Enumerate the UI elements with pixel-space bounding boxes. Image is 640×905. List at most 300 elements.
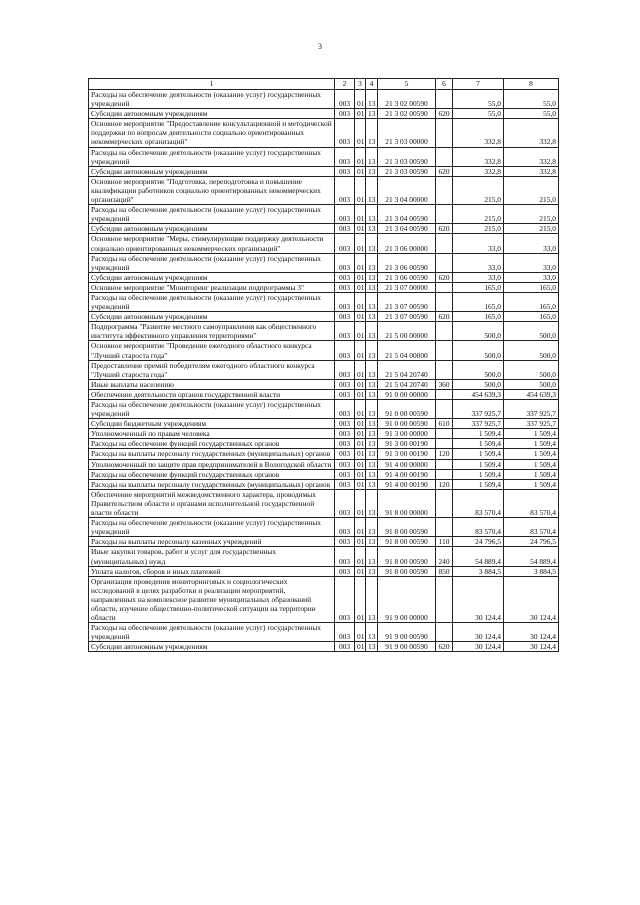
row-name-cell: Расходы на выплаты персоналу казенных учреждений	[89, 537, 335, 547]
table-row	[89, 292, 559, 311]
row-name-cell: Иные закупки товаров, работ и услуг для государственных (муниципальных) нужд	[89, 547, 335, 566]
amount-cell: 1 509,4	[453, 449, 504, 459]
row-name-cell: Расходы на обеспечение деятельности (оказание услуг) государственных учреждений	[89, 90, 335, 109]
table-row	[89, 459, 559, 469]
subsection-code-cell: 13	[366, 459, 378, 469]
subsection-code-cell: 13	[366, 272, 378, 282]
amount-cell: 30 124,4	[453, 623, 504, 642]
amount-cell: 165,0	[504, 282, 559, 292]
ministry-code-cell: 003	[335, 389, 355, 399]
expense-type-cell	[436, 400, 453, 419]
row-name-cell: Расходы на обеспечение деятельности (оказание услуг) государственных учреждений	[89, 253, 335, 272]
section-code-cell: 01	[355, 623, 366, 642]
row-name-cell: Основное мероприятие "Мониторинг реализации подпрограммы 3"	[89, 282, 335, 292]
ministry-code-cell: 003	[335, 147, 355, 166]
expense-type-cell	[436, 119, 453, 147]
row-name-cell: Расходы на обеспечение функций государственных органов	[89, 439, 335, 449]
amount-cell: 165,0	[453, 292, 504, 311]
expense-type-cell	[436, 90, 453, 109]
subsection-code-cell: 13	[366, 623, 378, 642]
amount-cell: 30 124,4	[453, 576, 504, 622]
section-code-cell: 01	[355, 272, 366, 282]
table-row	[89, 234, 559, 253]
expense-type-cell	[436, 389, 453, 399]
section-code-cell: 01	[355, 547, 366, 566]
subsection-code-cell: 13	[366, 479, 378, 489]
table-row	[89, 547, 559, 566]
expense-type-cell	[436, 341, 453, 360]
section-code-cell: 01	[355, 576, 366, 622]
expense-type-cell	[436, 253, 453, 272]
ministry-code-cell: 003	[335, 341, 355, 360]
expense-type-cell: 620	[436, 272, 453, 282]
target-article-cell: 21 3 04 00000	[378, 176, 436, 204]
amount-cell: 3 884,5	[504, 566, 559, 576]
ministry-code-cell: 003	[335, 489, 355, 517]
subsection-code-cell: 13	[366, 147, 378, 166]
expense-type-cell	[436, 489, 453, 517]
section-code-cell: 01	[355, 360, 366, 379]
header-cell: 7	[453, 79, 504, 90]
section-code-cell: 01	[355, 119, 366, 147]
section-code-cell: 01	[355, 176, 366, 204]
expense-type-cell	[436, 147, 453, 166]
expense-type-cell	[436, 292, 453, 311]
expense-type-cell: 610	[436, 419, 453, 429]
target-article-cell: 91 8 00 00590	[378, 518, 436, 537]
amount-cell: 33,0	[504, 272, 559, 282]
ministry-code-cell: 003	[335, 469, 355, 479]
section-code-cell: 01	[355, 449, 366, 459]
row-name-cell: Расходы на обеспечение деятельности (оказание услуг) государственных учреждений	[89, 400, 335, 419]
target-article-cell: 21 3 04 00590	[378, 205, 436, 224]
header-cell: 8	[504, 79, 559, 90]
amount-cell: 500,0	[453, 322, 504, 341]
section-code-cell: 01	[355, 439, 366, 449]
amount-cell: 215,0	[453, 205, 504, 224]
row-name-cell: Расходы на обеспечение деятельности (оказание услуг) государственных учреждений	[89, 623, 335, 642]
ministry-code-cell: 003	[335, 272, 355, 282]
ministry-code-cell: 003	[335, 90, 355, 109]
row-name-cell: Уплата налогов, сборов и иных платежей	[89, 566, 335, 576]
amount-cell: 454 639,3	[453, 389, 504, 399]
row-name-cell: Субсидии автономным учреждениям	[89, 166, 335, 176]
subsection-code-cell: 13	[366, 449, 378, 459]
amount-cell: 500,0	[504, 341, 559, 360]
row-name-cell: Расходы на обеспечение деятельности (оказание услуг) государственных учреждений	[89, 292, 335, 311]
table-row	[89, 518, 559, 537]
target-article-cell: 91 9 00 00000	[378, 576, 436, 622]
header-cell: 4	[366, 79, 378, 90]
section-code-cell: 01	[355, 518, 366, 537]
section-code-cell: 01	[355, 400, 366, 419]
expense-type-cell	[436, 322, 453, 341]
row-name-cell: Основное мероприятие "Меры, стимулирующие поддержку деятельности социально ориентированных некоммерческих организаций"	[89, 234, 335, 253]
ministry-code-cell: 003	[335, 379, 355, 389]
ministry-code-cell: 003	[335, 312, 355, 322]
subsection-code-cell: 13	[366, 439, 378, 449]
row-name-cell: Подпрограмма "Развитие местного самоуправления как общественного института эффективного управления территориями"	[89, 322, 335, 341]
subsection-code-cell: 13	[366, 234, 378, 253]
subsection-code-cell: 13	[366, 419, 378, 429]
expense-type-cell	[436, 469, 453, 479]
amount-cell: 33,0	[504, 253, 559, 272]
amount-cell: 500,0	[453, 360, 504, 379]
target-article-cell: 91 4 00 00000	[378, 459, 436, 469]
target-article-cell: 91 8 00 00590	[378, 566, 436, 576]
expense-type-cell	[436, 623, 453, 642]
row-name-cell: Иные выплаты населению	[89, 379, 335, 389]
target-article-cell: 91 8 00 00590	[378, 537, 436, 547]
target-article-cell: 21 3 07 00590	[378, 292, 436, 311]
subsection-code-cell: 13	[366, 547, 378, 566]
target-article-cell: 21 3 03 00590	[378, 166, 436, 176]
target-article-cell: 21 3 06 00590	[378, 272, 436, 282]
budget-table	[88, 78, 559, 652]
target-article-cell: 21 3 06 00000	[378, 234, 436, 253]
row-name-cell: Субсидии автономным учреждениям	[89, 109, 335, 119]
amount-cell: 1 509,4	[504, 479, 559, 489]
table-row	[89, 360, 559, 379]
subsection-code-cell: 13	[366, 341, 378, 360]
amount-cell: 500,0	[453, 341, 504, 360]
expense-type-cell: 360	[436, 379, 453, 389]
table-row	[89, 282, 559, 292]
amount-cell: 83 570,4	[453, 518, 504, 537]
expense-type-cell: 110	[436, 537, 453, 547]
target-article-cell: 21 5 04 20740	[378, 360, 436, 379]
ministry-code-cell: 003	[335, 322, 355, 341]
target-article-cell: 21 3 03 00590	[378, 147, 436, 166]
amount-cell: 24 796,5	[504, 537, 559, 547]
amount-cell: 332,8	[504, 166, 559, 176]
subsection-code-cell: 13	[366, 566, 378, 576]
row-name-cell: Расходы на обеспечение деятельности (оказание услуг) государственных учреждений	[89, 518, 335, 537]
subsection-code-cell: 13	[366, 389, 378, 399]
amount-cell: 215,0	[453, 224, 504, 234]
table-row	[89, 469, 559, 479]
table-row	[89, 623, 559, 642]
section-code-cell: 01	[355, 147, 366, 166]
section-code-cell: 01	[355, 429, 366, 439]
ministry-code-cell: 003	[335, 176, 355, 204]
ministry-code-cell: 003	[335, 429, 355, 439]
expense-type-cell	[436, 205, 453, 224]
expense-type-cell: 620	[436, 109, 453, 119]
row-name-cell: Основное мероприятие "Проведение ежегодного областного конкурса "Лучший староста года"	[89, 341, 335, 360]
table-row	[89, 479, 559, 489]
table-row	[89, 566, 559, 576]
header-cell: 3	[355, 79, 366, 90]
target-article-cell: 91 9 00 00590	[378, 642, 436, 652]
table-row	[89, 341, 559, 360]
target-article-cell: 91 4 00 00190	[378, 479, 436, 489]
table-row	[89, 119, 559, 147]
ministry-code-cell: 003	[335, 360, 355, 379]
amount-cell: 55,0	[453, 90, 504, 109]
amount-cell: 332,8	[504, 119, 559, 147]
amount-cell: 1 509,4	[504, 429, 559, 439]
target-article-cell: 91 4 00 00190	[378, 469, 436, 479]
amount-cell: 337 925,7	[504, 400, 559, 419]
amount-cell: 332,8	[453, 166, 504, 176]
ministry-code-cell: 003	[335, 642, 355, 652]
subsection-code-cell: 13	[366, 253, 378, 272]
row-name-cell: Субсидии автономным учреждениям	[89, 224, 335, 234]
table-row	[89, 90, 559, 109]
expense-type-cell	[436, 234, 453, 253]
amount-cell: 83 570,4	[504, 489, 559, 517]
amount-cell: 83 570,4	[453, 489, 504, 517]
section-code-cell: 01	[355, 253, 366, 272]
section-code-cell: 01	[355, 341, 366, 360]
row-name-cell: Субсидии автономным учреждениям	[89, 642, 335, 652]
section-code-cell: 01	[355, 537, 366, 547]
subsection-code-cell: 13	[366, 518, 378, 537]
table-row	[89, 400, 559, 419]
table-row	[89, 176, 559, 204]
ministry-code-cell: 003	[335, 166, 355, 176]
subsection-code-cell: 13	[366, 489, 378, 517]
expense-type-cell: 120	[436, 449, 453, 459]
subsection-code-cell: 13	[366, 429, 378, 439]
row-name-cell: Субсидии автономным учреждениям	[89, 312, 335, 322]
amount-cell: 55,0	[453, 109, 504, 119]
ministry-code-cell: 003	[335, 224, 355, 234]
ministry-code-cell: 003	[335, 449, 355, 459]
ministry-code-cell: 003	[335, 253, 355, 272]
target-article-cell: 21 3 07 00590	[378, 312, 436, 322]
subsection-code-cell: 13	[366, 109, 378, 119]
amount-cell: 1 509,4	[453, 469, 504, 479]
table-row	[89, 379, 559, 389]
amount-cell: 54 889,4	[453, 547, 504, 566]
amount-cell: 1 509,4	[453, 439, 504, 449]
row-name-cell: Основное мероприятие "Подготовка, переподготовка и повышение квалификации работников социально ориентированных некоммерческих организаций"	[89, 176, 335, 204]
row-name-cell: Обеспечение мероприятий межведомственного характера, проводимых Правительством области и органами исполнительной государственной власти области	[89, 489, 335, 517]
amount-cell: 30 124,4	[453, 642, 504, 652]
row-name-cell: Расходы на выплаты персоналу государственных (муниципальных) органов	[89, 449, 335, 459]
ministry-code-cell: 003	[335, 576, 355, 622]
expense-type-cell	[436, 459, 453, 469]
target-article-cell: 91 8 00 00000	[378, 489, 436, 517]
ministry-code-cell: 003	[335, 459, 355, 469]
row-name-cell: Уполномоченный по правам человека	[89, 429, 335, 439]
header-cell: 5	[378, 79, 436, 90]
amount-cell: 1 509,4	[453, 429, 504, 439]
amount-cell: 215,0	[504, 224, 559, 234]
table-row	[89, 576, 559, 622]
table-row	[89, 253, 559, 272]
amount-cell: 165,0	[453, 312, 504, 322]
target-article-cell: 91 3 00 00000	[378, 429, 436, 439]
section-code-cell: 01	[355, 205, 366, 224]
target-article-cell: 91 0 00 00590	[378, 419, 436, 429]
row-name-cell: Уполномоченный по защите прав предпринимателей в Вологодской области	[89, 459, 335, 469]
subsection-code-cell: 13	[366, 642, 378, 652]
subsection-code-cell: 13	[366, 312, 378, 322]
expense-type-cell: 620	[436, 166, 453, 176]
section-code-cell: 01	[355, 642, 366, 652]
expense-type-cell	[436, 576, 453, 622]
amount-cell: 30 124,4	[504, 642, 559, 652]
target-article-cell: 91 0 00 00590	[378, 400, 436, 419]
subsection-code-cell: 13	[366, 322, 378, 341]
row-name-cell: Обеспечение деятельности органов государственной власти	[89, 389, 335, 399]
ministry-code-cell: 003	[335, 479, 355, 489]
ministry-code-cell: 003	[335, 547, 355, 566]
target-article-cell: 91 8 00 00590	[378, 547, 436, 566]
amount-cell: 332,8	[453, 119, 504, 147]
amount-cell: 1 509,4	[504, 459, 559, 469]
expense-type-cell: 240	[436, 547, 453, 566]
amount-cell: 55,0	[504, 109, 559, 119]
amount-cell: 215,0	[453, 176, 504, 204]
subsection-code-cell: 13	[366, 176, 378, 204]
expense-type-cell	[436, 439, 453, 449]
table-row	[89, 419, 559, 429]
amount-cell: 454 639,3	[504, 389, 559, 399]
section-code-cell: 01	[355, 234, 366, 253]
table-row	[89, 272, 559, 282]
header-cell: 6	[436, 79, 453, 90]
header-cell: 2	[335, 79, 355, 90]
target-article-cell: 21 3 07 00000	[378, 282, 436, 292]
ministry-code-cell: 003	[335, 518, 355, 537]
expense-type-cell: 120	[436, 479, 453, 489]
section-code-cell: 01	[355, 419, 366, 429]
ministry-code-cell: 003	[335, 109, 355, 119]
table-row	[89, 312, 559, 322]
section-code-cell: 01	[355, 479, 366, 489]
table-row	[89, 166, 559, 176]
expense-type-cell	[436, 176, 453, 204]
row-name-cell: Организация проведения мониторинговых и социологических исследований в целях разработки и реализации мероприятий, направленных на комплексное развитие муниципальных образований области, изучение общественно-политической ситуации на территории области	[89, 576, 335, 622]
ministry-code-cell: 003	[335, 234, 355, 253]
amount-cell: 500,0	[504, 379, 559, 389]
section-code-cell: 01	[355, 224, 366, 234]
target-article-cell: 21 5 00 00000	[378, 322, 436, 341]
amount-cell: 33,0	[453, 234, 504, 253]
table-row	[89, 147, 559, 166]
table-row	[89, 389, 559, 399]
ministry-code-cell: 003	[335, 566, 355, 576]
target-article-cell: 21 3 03 00000	[378, 119, 436, 147]
row-name-cell: Субсидии бюджетным учреждениям	[89, 419, 335, 429]
expense-type-cell: 620	[436, 312, 453, 322]
target-article-cell: 21 3 02 00590	[378, 109, 436, 119]
ministry-code-cell: 003	[335, 292, 355, 311]
row-name-cell: Расходы на обеспечение деятельности (оказание услуг) государственных учреждений	[89, 147, 335, 166]
row-name-cell: Расходы на обеспечение функций государственных органов	[89, 469, 335, 479]
target-article-cell: 91 3 00 00190	[378, 449, 436, 459]
subsection-code-cell: 13	[366, 379, 378, 389]
amount-cell: 33,0	[504, 234, 559, 253]
amount-cell: 33,0	[453, 272, 504, 282]
amount-cell: 215,0	[504, 176, 559, 204]
ministry-code-cell: 003	[335, 419, 355, 429]
expense-type-cell	[436, 360, 453, 379]
amount-cell: 1 509,4	[504, 449, 559, 459]
ministry-code-cell: 003	[335, 119, 355, 147]
expense-type-cell	[436, 429, 453, 439]
table-row	[89, 322, 559, 341]
amount-cell: 337 925,7	[453, 419, 504, 429]
table-row	[89, 109, 559, 119]
amount-cell: 165,0	[504, 312, 559, 322]
amount-cell: 500,0	[504, 322, 559, 341]
section-code-cell: 01	[355, 459, 366, 469]
amount-cell: 500,0	[453, 379, 504, 389]
amount-cell: 30 124,4	[504, 623, 559, 642]
amount-cell: 165,0	[504, 292, 559, 311]
ministry-code-cell: 003	[335, 400, 355, 419]
target-article-cell: 91 0 00 00000	[378, 389, 436, 399]
section-code-cell: 01	[355, 389, 366, 399]
amount-cell: 24 796,5	[453, 537, 504, 547]
page-number: 3	[318, 42, 322, 51]
subsection-code-cell: 13	[366, 576, 378, 622]
row-name-cell: Расходы на выплаты персоналу государственных (муниципальных) органов	[89, 479, 335, 489]
row-name-cell: Предоставление премий победителям ежегодного областного конкурса "Лучший староста года"	[89, 360, 335, 379]
table-row	[89, 489, 559, 517]
target-article-cell: 91 3 00 00190	[378, 439, 436, 449]
row-name-cell: Основное мероприятие "Предоставление консультационной и методической поддержки по вопросам деятельности социально ориентированных некоммерческих организаций"	[89, 119, 335, 147]
subsection-code-cell: 13	[366, 469, 378, 479]
expense-type-cell: 620	[436, 642, 453, 652]
amount-cell: 500,0	[504, 360, 559, 379]
subsection-code-cell: 13	[366, 205, 378, 224]
amount-cell: 33,0	[453, 253, 504, 272]
amount-cell: 1 509,4	[453, 459, 504, 469]
expense-type-cell	[436, 282, 453, 292]
table-row	[89, 205, 559, 224]
subsection-code-cell: 13	[366, 292, 378, 311]
table-row	[89, 439, 559, 449]
subsection-code-cell: 13	[366, 224, 378, 234]
header-cell: 1	[89, 79, 335, 90]
expense-type-cell: 850	[436, 566, 453, 576]
amount-cell: 1 509,4	[504, 469, 559, 479]
row-name-cell: Расходы на обеспечение деятельности (оказание услуг) государственных учреждений	[89, 205, 335, 224]
amount-cell: 1 509,4	[453, 479, 504, 489]
table-row	[89, 642, 559, 652]
subsection-code-cell: 13	[366, 282, 378, 292]
section-code-cell: 01	[355, 379, 366, 389]
target-article-cell: 21 3 02 00590	[378, 90, 436, 109]
section-code-cell: 01	[355, 489, 366, 517]
amount-cell: 54 889,4	[504, 547, 559, 566]
amount-cell: 30 124,4	[504, 576, 559, 622]
section-code-cell: 01	[355, 292, 366, 311]
section-code-cell: 01	[355, 166, 366, 176]
section-code-cell: 01	[355, 90, 366, 109]
target-article-cell: 21 3 06 00590	[378, 253, 436, 272]
row-name-cell: Субсидии автономным учреждениям	[89, 272, 335, 282]
table-row	[89, 224, 559, 234]
target-article-cell: 21 5 04 20740	[378, 379, 436, 389]
section-code-cell: 01	[355, 566, 366, 576]
section-code-cell: 01	[355, 109, 366, 119]
section-code-cell: 01	[355, 282, 366, 292]
amount-cell: 332,8	[504, 147, 559, 166]
table-header-row	[89, 79, 559, 90]
section-code-cell: 01	[355, 322, 366, 341]
amount-cell: 165,0	[453, 282, 504, 292]
ministry-code-cell: 003	[335, 205, 355, 224]
subsection-code-cell: 13	[366, 119, 378, 147]
ministry-code-cell: 003	[335, 623, 355, 642]
